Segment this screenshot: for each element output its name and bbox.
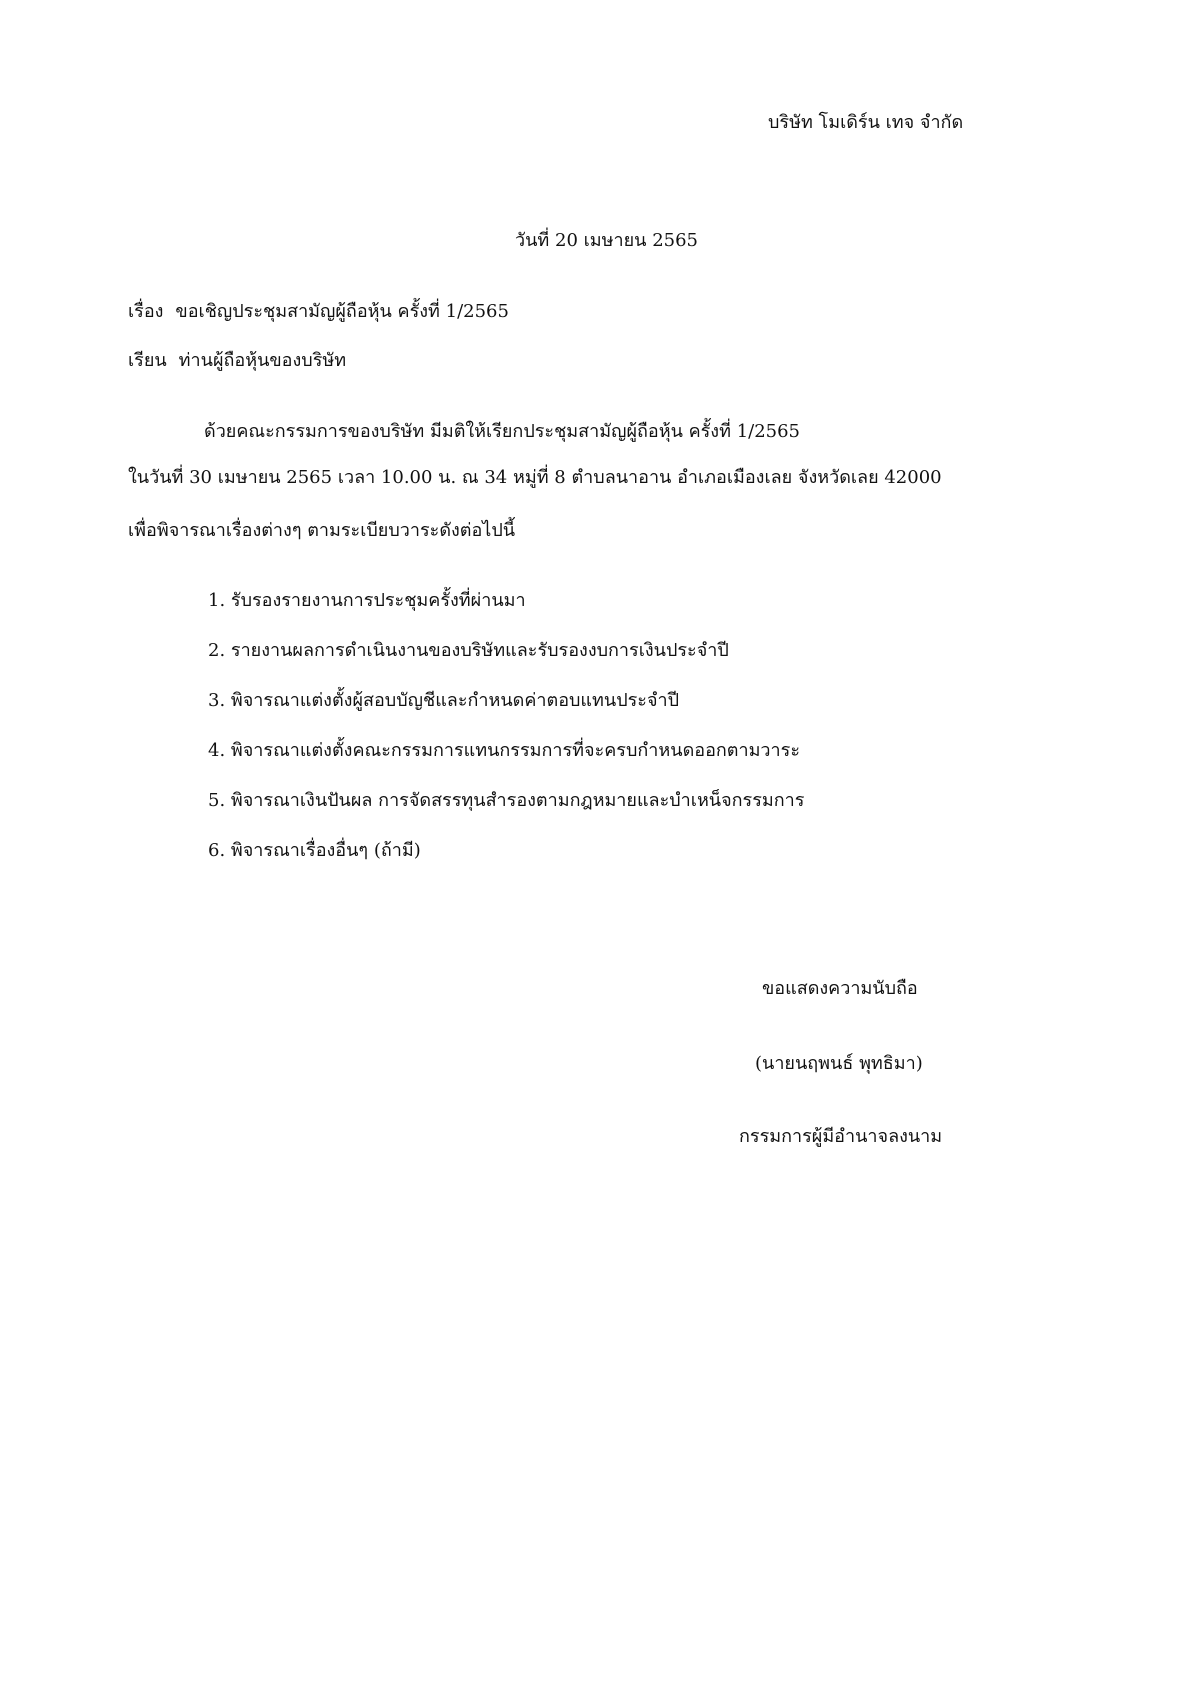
letter-date: วันที่ 20 เมษายน 2565 — [515, 230, 698, 251]
agenda-item: 3. พิจารณาแต่งตั้งผู้สอบบัญชีและกำหนดค่าตอบแทนประจำปี — [208, 690, 680, 711]
body-paragraph-line-1: ด้วยคณะกรรมการของบริษัท มีมติให้เรียกประชุมสามัญผู้ถือหุ้น ครั้งที่ 1/2565 — [204, 421, 801, 442]
recipient-text: ท่านผู้ถือหุ้นของบริษัท — [178, 350, 347, 371]
agenda-item: 6. พิจารณาเรื่องอื่นๆ (ถ้ามี) — [208, 840, 421, 861]
subject-line — [128, 300, 509, 324]
body-paragraph-line-2: ในวันที่ 30 เมษายน 2565 เวลา 10.00 น. ณ 34 หมู่ที่ 8 ตำบลนาอาน อำเภอเมืองเลย จังหวัดเลย 42000 — [128, 467, 942, 488]
agenda-item: 2. รายงานผลการดำเนินงานของบริษัทและรับรองงบการเงินประจำปี — [208, 640, 729, 661]
agenda-item: 4. พิจารณาแต่งตั้งคณะกรรมการแทนกรรมการที่จะครบกำหนดออกตามวาระ — [208, 740, 800, 761]
signer-name: (นายนฤพนธ์ พุทธิมา) — [755, 1053, 923, 1074]
signer-title: กรรมการผู้มีอำนาจลงนาม — [739, 1126, 943, 1147]
company-name: บริษัท โมเดิร์น เทจ จำกัด — [768, 112, 964, 133]
subject-text: ขอเชิญประชุมสามัญผู้ถือหุ้น ครั้งที่ 1/2565 — [175, 301, 509, 322]
agenda-list — [208, 589, 804, 889]
body-paragraph-line-3: เพื่อพิจารณาเรื่องต่างๆ ตามระเบียบวาระดังต่อไปนี้ — [128, 520, 516, 541]
agenda-item: 1. รับรองรายงานการประชุมครั้งที่ผ่านมา — [208, 590, 526, 611]
recipient-line — [128, 349, 346, 373]
recipient-label: เรียน — [128, 350, 167, 371]
agenda-item: 5. พิจารณาเงินปันผล การจัดสรรทุนสำรองตามกฎหมายและบำเหน็จกรรมการ — [208, 790, 805, 811]
closing-phrase: ขอแสดงความนับถือ — [762, 978, 918, 999]
subject-label: เรื่อง — [128, 301, 164, 322]
